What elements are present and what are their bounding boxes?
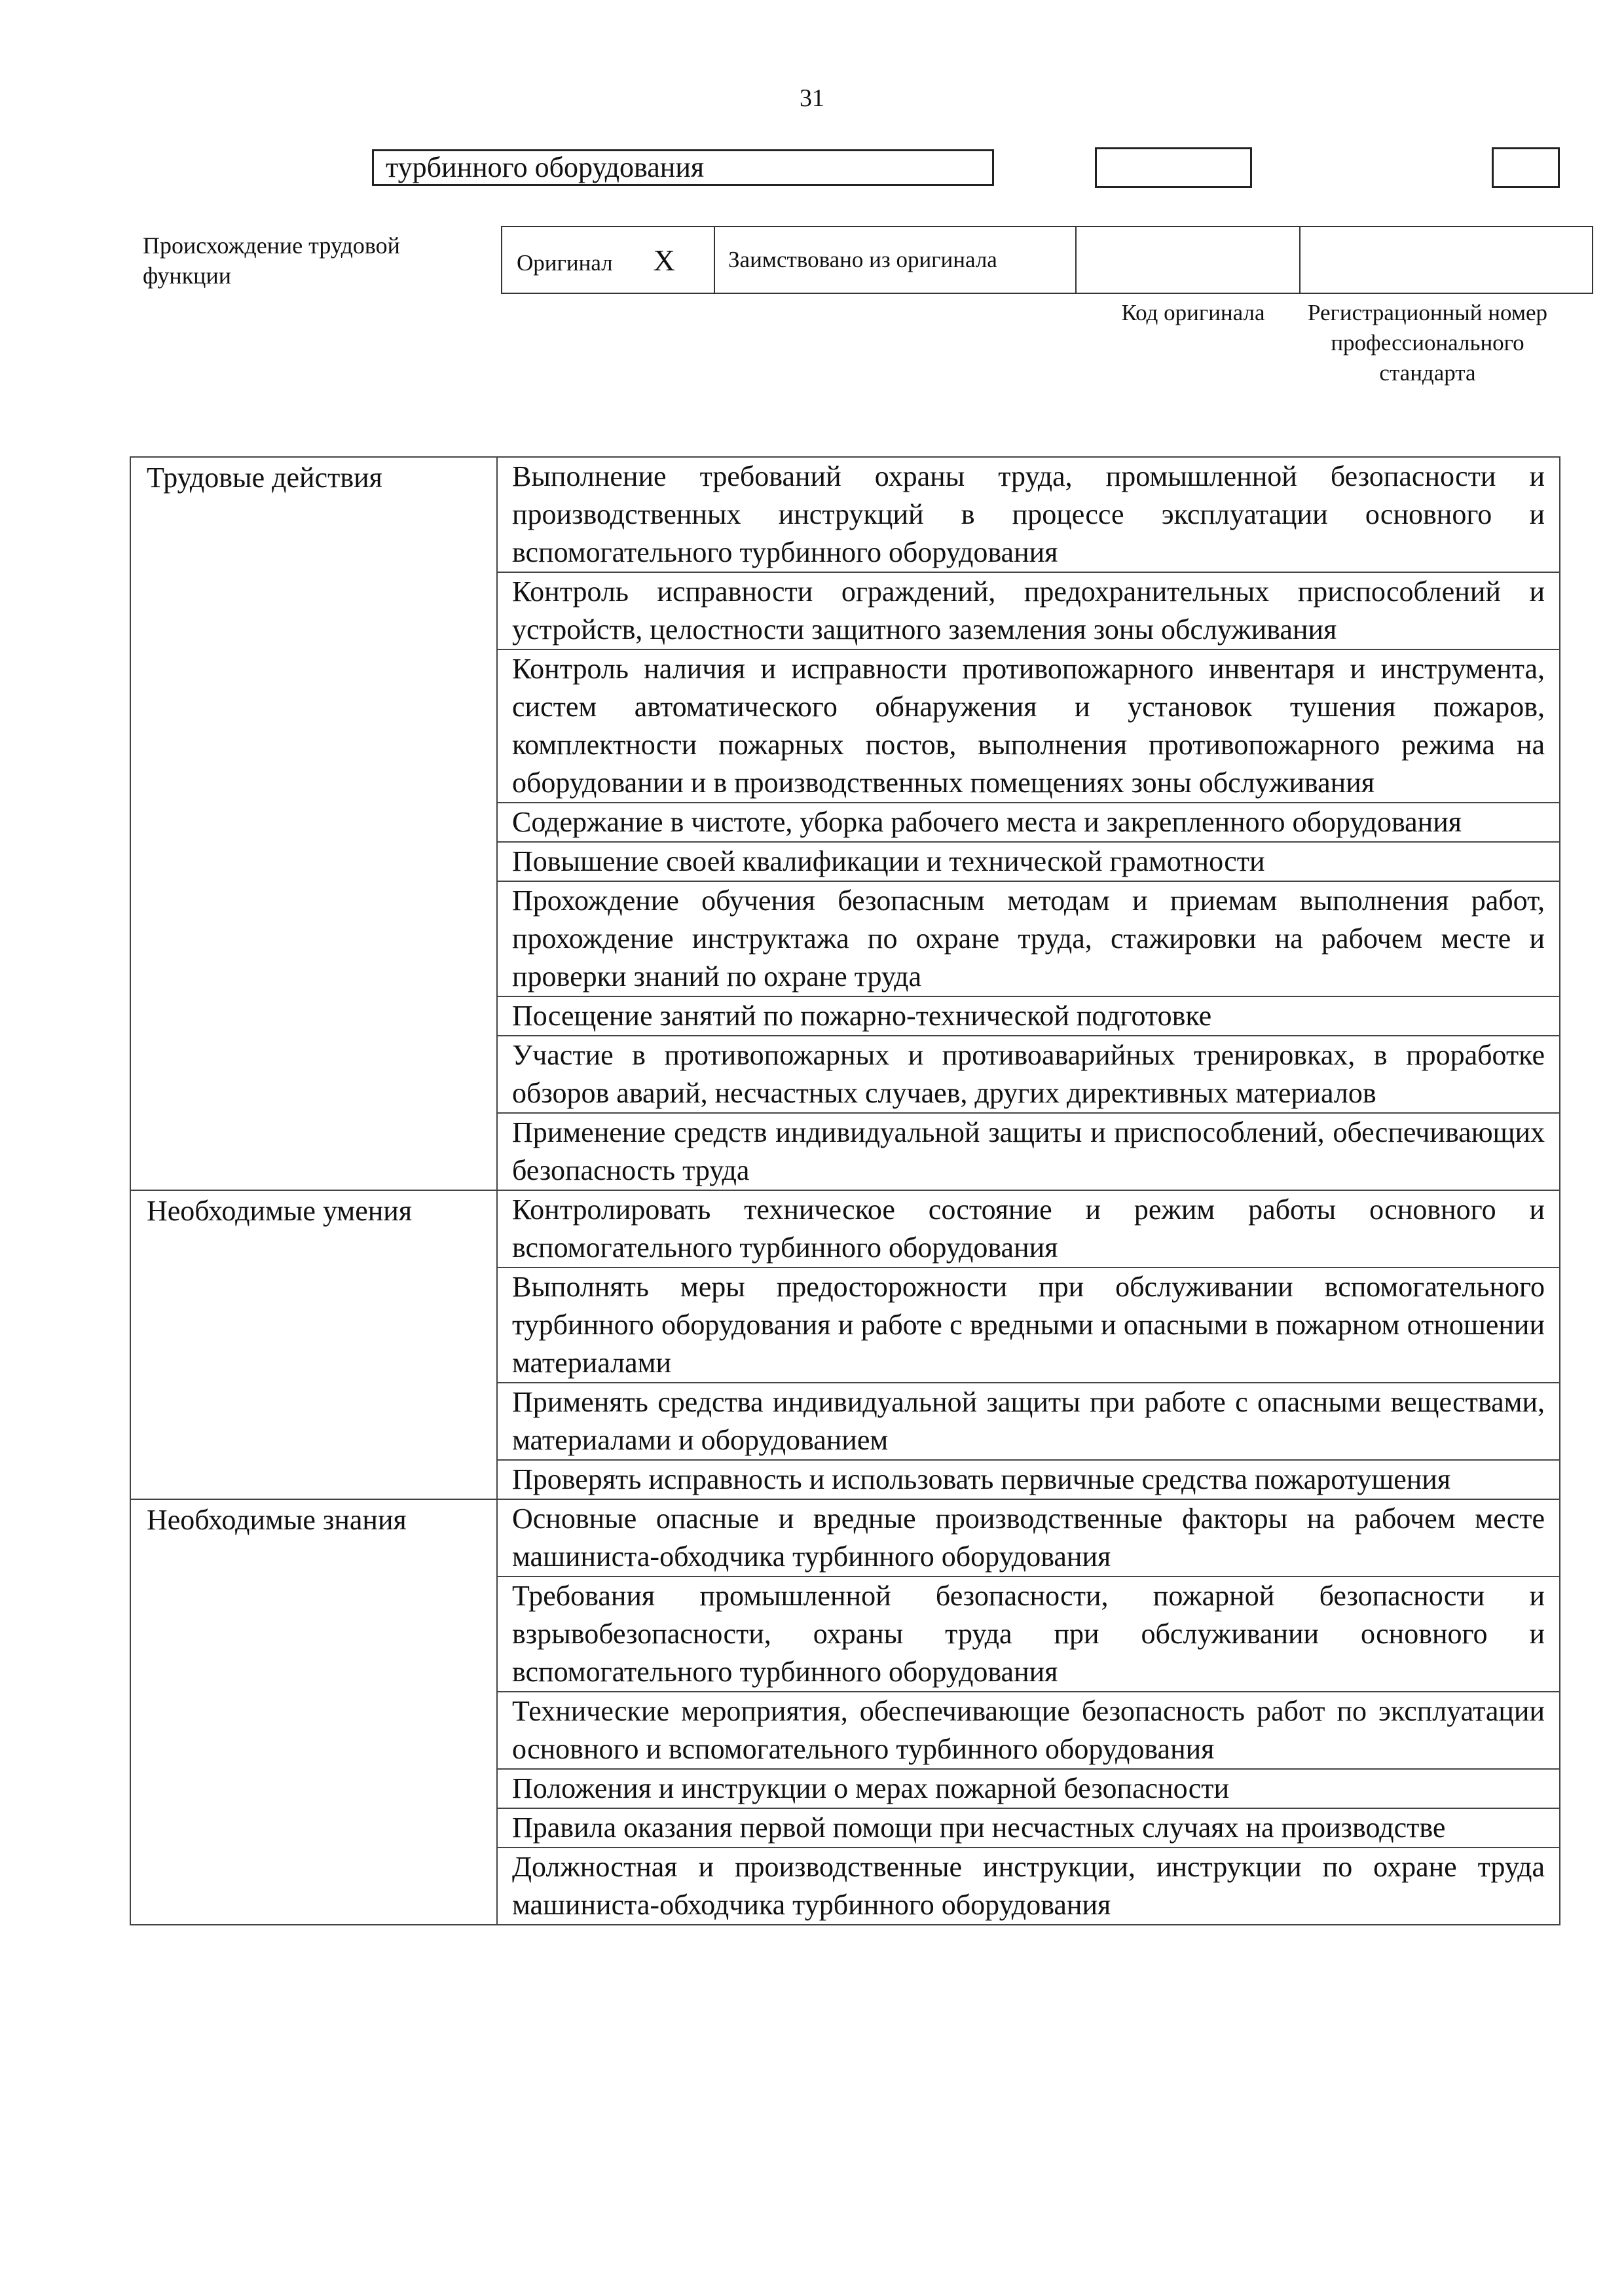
borrowed-label: Заимствовано из оригинала xyxy=(714,227,1076,293)
section-item: Контроль наличия и исправности противопожарного инвентаря и инструмента, систем автоматического обнаружения и установок тушения пожаров, комплектности пожарных постов, выполнения противопожарного режима на оборудовании и в производственных помещениях зоны обслуживания xyxy=(497,649,1560,803)
section-item: Применять средства индивидуальной защиты при работе с опасными веществами, материалами и оборудованием xyxy=(497,1383,1560,1460)
origin-table xyxy=(501,226,1593,294)
section-item: Выполнение требований охраны труда, промышленной безопасности и производственных инструкций в процессе эксплуатации основного и вспомогательного турбинного оборудования xyxy=(497,457,1560,572)
section-item: Основные опасные и вредные производственные факторы на рабочем месте машиниста-обходчика турбинного оборудования xyxy=(497,1499,1560,1576)
labor-function-table xyxy=(130,456,1560,1925)
registration-caption: Регистрационный номер профессионального стандарта xyxy=(1307,300,1548,386)
table-row xyxy=(130,1190,1560,1267)
section-item: Прохождение обучения безопасным методам и приемам выполнения работ, прохождение инструктажа по охране труда, стажировки на рабочем месте и проверки знаний по охране труда xyxy=(497,881,1560,996)
function-title: турбинного оборудования xyxy=(372,149,994,186)
section-item: Повышение своей квалификации и технической грамотности xyxy=(497,842,1560,881)
origin-label: Происхождение трудовой функции xyxy=(143,232,400,289)
section-item: Выполнять меры предосторожности при обслуживании вспомогательного турбинного оборудования и работе с вредными и опасными в пожарном отношении материалами xyxy=(497,1267,1560,1383)
original-code-cell xyxy=(1076,227,1300,293)
section-item: Контроль исправности ограждений, предохранительных приспособлений и устройств, целостности защитного заземления зоны обслуживания xyxy=(497,572,1560,649)
section-item: Контролировать техническое состояние и режим работы основного и вспомогательного турбинного оборудования xyxy=(497,1190,1560,1267)
section-item: Положения и инструкции о мерах пожарной безопасности xyxy=(497,1769,1560,1808)
section-title: Трудовые действия xyxy=(130,457,497,1190)
original-mark: X xyxy=(653,243,675,277)
section-item: Должностная и производственные инструкции, инструкции по охране труда машиниста-обходчика турбинного оборудования xyxy=(497,1848,1560,1925)
level-box xyxy=(1492,147,1560,188)
registration-number-cell xyxy=(1300,227,1593,293)
section-item: Проверять исправность и использовать первичные средства пожаротушения xyxy=(497,1460,1560,1499)
original-label: Оригинал xyxy=(517,249,613,276)
section-item: Технические мероприятия, обеспечивающие безопасность работ по эксплуатации основного и вспомогательного турбинного оборудования xyxy=(497,1692,1560,1769)
section-title: Необходимые умения xyxy=(130,1190,497,1499)
section-item: Участие в противопожарных и противоаварийных тренировках, в проработке обзоров аварий, несчастных случаев, других директивных материалов xyxy=(497,1036,1560,1113)
table-row xyxy=(130,1499,1560,1576)
code-caption: Код оригинала xyxy=(1121,300,1265,325)
section-item: Правила оказания первой помощи при несчастных случаях на производстве xyxy=(497,1808,1560,1848)
origin-original-cell xyxy=(502,227,714,293)
section-item: Требования промышленной безопасности, пожарной безопасности и взрывобезопасности, охраны труда при обслуживании основного и вспомогательного турбинного оборудования xyxy=(497,1576,1560,1692)
section-item: Применение средств индивидуальной защиты и приспособлений, обеспечивающих безопасность труда xyxy=(497,1113,1560,1190)
section-item: Содержание в чистоте, уборка рабочего места и закрепленного оборудования xyxy=(497,803,1560,842)
section-item: Посещение занятий по пожарно-технической подготовке xyxy=(497,996,1560,1036)
page-number: 31 xyxy=(800,84,824,112)
section-title: Необходимые знания xyxy=(130,1499,497,1925)
table-row xyxy=(130,457,1560,572)
code-box xyxy=(1095,147,1252,188)
